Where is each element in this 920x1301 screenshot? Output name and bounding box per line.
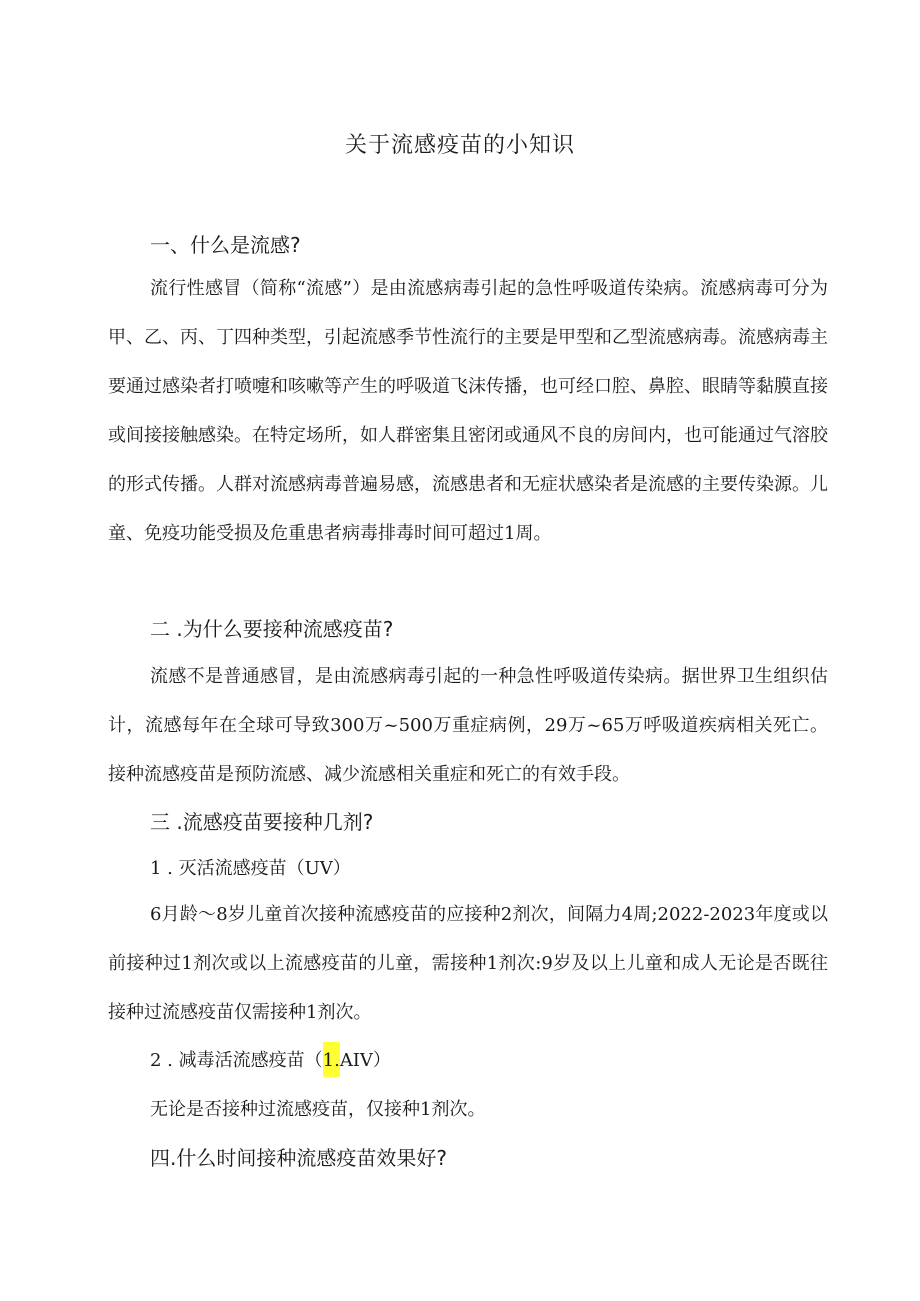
highlighted-text: 1.	[323, 1042, 340, 1077]
section-2-heading: 二 .为什么要接种流感疫苗?	[150, 617, 394, 641]
section-3-heading: 三 .流感疫苗要接种几剂?	[150, 810, 374, 834]
item-2-label-suffix: AIV）	[339, 1050, 391, 1071]
item-1-label: 1 . 灭活流感疫苗（UV）	[150, 858, 351, 879]
item-1-paragraph: 6月龄～8岁儿童首次接种流感疫苗的应接种2剂次，间隔力4周;2022-2023年度或以前接种过1剂次或以上流感疫苗的儿童，需接种1剂次:9岁及以上儿童和成人无论是否既往接种过流感疫苗仅需接种1剂次。	[108, 904, 828, 1023]
page-title: 关于流感疫苗的小知识	[344, 133, 575, 158]
section-1-paragraph: 流行性感冒（简称“流感”）是由流感病毒引起的急性呼吸道传染病。流感病毒可分为甲、乙、丙、丁四种类型，引起流感季节性流行的主要是甲型和乙型流感病毒。流感病毒主要通过感染者打喷嚏和咳嗽等产生的呼吸道飞沫传播，也可经口腔、鼻腔、眼睛等黏膜直接或间接接触感染。在特定场所，如人群密集且密闭或通风不良的房间内，也可能通过气溶胶的形式传播。人群对流感病毒普遍易感，流感患者和无症状感染者是流感的主要传染源。儿童、免疫功能受损及危重患者病毒排毒时间可超过1周。	[108, 278, 828, 544]
section-4-heading: 四.什么时间接种流感疫苗效果好?	[150, 1146, 447, 1170]
section-1-heading: 一、什么是流感?	[150, 233, 301, 257]
item-2-label-prefix: 2 . 减毒活流感疫苗（	[150, 1050, 323, 1071]
section-2-paragraph: 流感不是普通感冒，是由流感病毒引起的一种急性呼吸道传染病。据世界卫生组织估计，流感每年在全球可导致300万~500万重症病例，29万~65万呼吸道疾病相关死亡。接种流感疫苗是预防流感、减少流感相关重症和死亡的有效手段。	[108, 666, 828, 785]
item-2-paragraph: 无论是否接种过流感疫苗，仅接种1剂次。	[150, 1099, 486, 1120]
item-2-label	[150, 1046, 391, 1072]
